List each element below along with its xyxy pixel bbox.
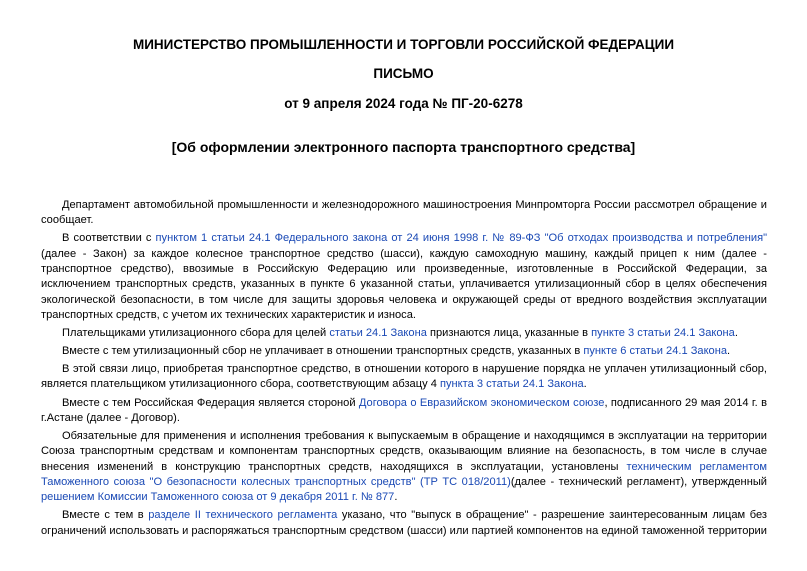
paragraph-8: [41, 508, 767, 539]
paragraph-6: [41, 396, 767, 427]
link-point-3-article-24-1[interactable]: пункте 3 статьи 24.1 Закона: [591, 326, 735, 339]
paragraph-7: [41, 429, 767, 505]
link-article-24-1[interactable]: статьи 24.1 Закона: [329, 326, 427, 339]
link-commission-decision[interactable]: решением Комиссии Таможенного союза от 9 декабря 2011 г. № 877: [41, 491, 395, 504]
document-title: [Об оформлении электронного паспорта транспортного средства]: [171, 139, 636, 155]
document-type: ПИСЬМО: [373, 66, 434, 81]
text: .: [734, 326, 738, 339]
text: Вместе с тем утилизационный сбор не уплачивает в отношении транспортных средств, указанных в: [62, 345, 584, 358]
text: .: [394, 491, 398, 504]
text: признаются лица, указанные в: [426, 326, 592, 339]
link-point-6-article-24-1[interactable]: пункте 6 статьи 24.1 Закона: [583, 345, 728, 358]
paragraph-4: [41, 344, 767, 359]
text: , подписанного 29 мая 2014 г. в г.Астане (далее - Договор).: [41, 396, 767, 424]
link-technical-regulation[interactable]: техническим регламентом Таможенного союза "О безопасности колесных транспортных средств" (ТР ТС 018/2011): [41, 460, 767, 488]
link-eaeu-treaty[interactable]: Договора о Евразийском экономическом союзе: [358, 396, 605, 409]
paragraph-2: [41, 231, 767, 323]
paragraph-1: Департамент автомобильной промышленности и железнодорожного машиностроения Минпромторга России рассмотрел обращение и сообщает.: [41, 199, 767, 227]
text: В соответствии с: [62, 232, 156, 245]
link-point-3-article-24-1-b[interactable]: пункта 3 статьи 24.1 Закона: [439, 378, 584, 391]
paragraph-3: [41, 326, 767, 341]
text: указано, что "выпуск в обращение" - разрешение заинтересованным лицам без ограничений использовать и распоряжаться транспортным средством (шасси) или партией компонентов на единой таможенной территории: [41, 509, 767, 537]
text: Плательщиками утилизационного сбора для целей: [62, 326, 330, 339]
link-section-2-regulation[interactable]: разделе II технического регламента: [148, 509, 338, 522]
text: Вместе с тем в: [62, 509, 149, 522]
text: В этой связи лицо, приобретая транспортное средство, в отношении которого в нарушение порядка не уплачен утилизационный сбор, является плательщиком утилизационного сбора, соответствующим абзацу 4: [41, 363, 767, 391]
text: .: [583, 378, 587, 391]
text: (далее - Закон) за каждое колесное транспортное средство (шасси), каждую самоходную машину, каждый прицеп к ним (далее - транспортное средство), ввозимые в Российскую Федерацию или произведенные, изготовленные в Российской Федерации, за исключением транспортных средств, указанных в пункте 6 указанной статьи, уплачивается утилизационный сбор в целях обеспечения экологической безопасности, в том числе для защиты здоровья человека и окружающей среды от вредного воздействия эксплуатации транспортных средств, с учетом их технических характеристик и износа.: [41, 247, 767, 321]
document-body: [41, 198, 767, 542]
link-article-24-1-point-1[interactable]: пунктом 1 статьи 24.1 Федерального закона от 24 июня 1998 г. № 89-ФЗ "Об отходах производства и потребления": [155, 232, 768, 245]
text: .: [727, 345, 731, 358]
ministry-heading: МИНИСТЕРСТВО ПРОМЫШЛЕННОСТИ И ТОРГОВЛИ РОССИЙСКОЙ ФЕДЕРАЦИИ: [132, 37, 675, 52]
text: (далее - технический регламент), утвержденный: [510, 475, 767, 488]
paragraph-5: [41, 362, 767, 393]
text: Вместе с тем Российская Федерация является стороной: [62, 396, 359, 409]
text: Обязательные для применения и исполнения требования к выпускаемым в обращение и находящимся в эксплуатации на территории Союза транспортным средствам и компонентам транспортных средств, оказывающим влияние на безопасность, в том числе в случае внесения изменений в конструкцию транспортных средств, находящихся в эксплуатации, установлены: [41, 429, 767, 473]
date-number: от 9 апреля 2024 года № ПГ-20-6278: [284, 96, 523, 111]
